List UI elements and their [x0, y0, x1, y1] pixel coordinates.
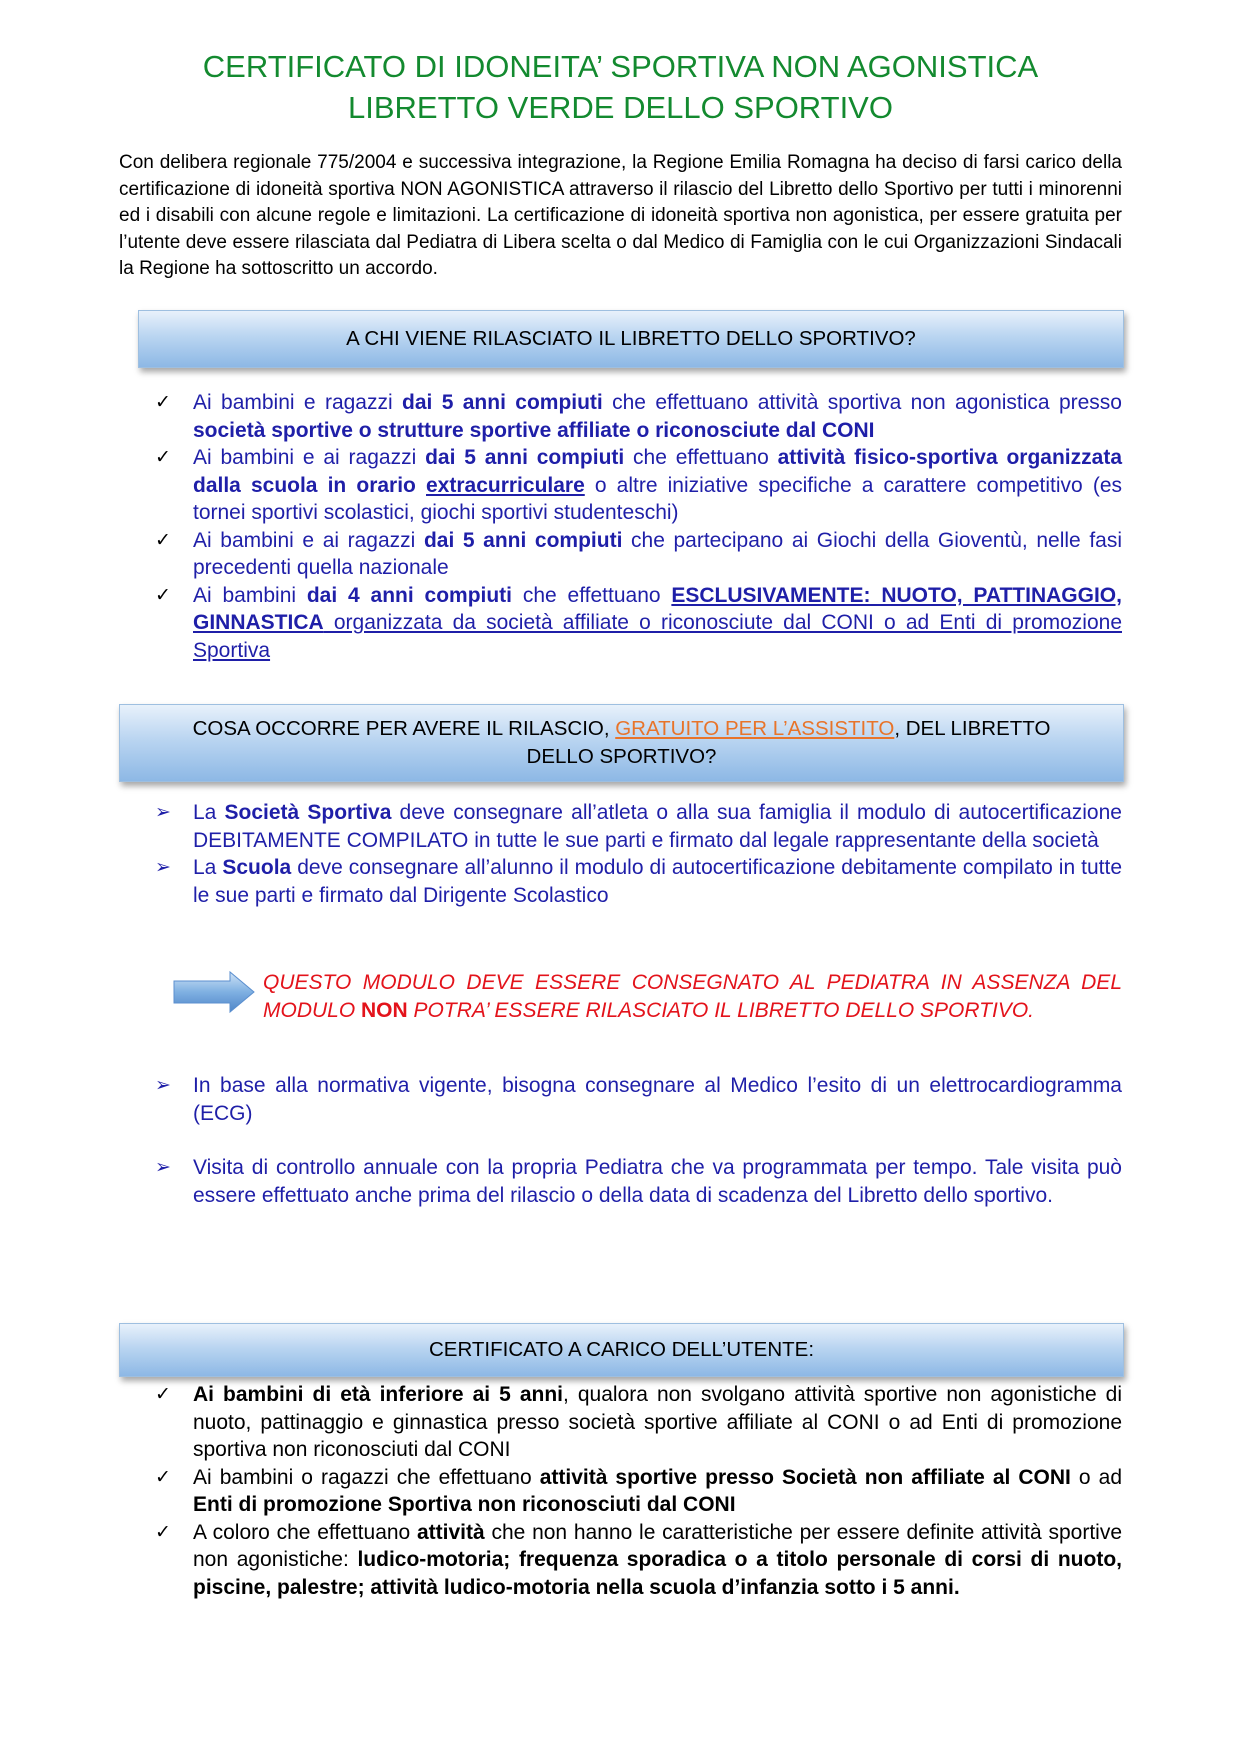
- check-icon: ✓: [155, 392, 171, 413]
- list-item: ➢ La Società Sportiva deve consegnare all’atleta o alla sua famiglia il modulo di autocertificazione DEBITAMENTE COMPILATO in tutte le sue parti e firmato dal legale rappresentante della società: [155, 801, 1122, 852]
- check-icon: ✓: [155, 584, 171, 606]
- warning-note: QUESTO MODULO DEVE ESSERE CONSEGNATO AL PEDIATRA IN ASSENZA DEL MODULO NON POTRA’ ESSERE RILASCIATO IL LIBRETTO DELLO SPORTIVO.: [263, 971, 1122, 1022]
- requirements-list: [155, 799, 1122, 909]
- section-heading-requirements: COSA OCCORRE PER AVERE IL RILASCIO, GRATUITO PER L’ASSISTITO, DEL LIBRETTO DELLO SPORTIVO?: [119, 704, 1124, 782]
- list-item: ✓ Ai bambini e ai ragazzi dai 5 anni compiuti che partecipano ai Giochi della Gioventù, nelle fasi precedenti quella nazionale: [155, 528, 1122, 579]
- user-paid-list: [155, 1381, 1123, 1601]
- arrow-bullet-icon: ➢: [155, 1075, 171, 1096]
- list-item: ✓ Ai bambini o ragazzi che effettuano attività sportive presso Società non affiliate al CONI o ad Enti di promozione Sportiva non riconosciuti dal CONI: [155, 1465, 1122, 1516]
- list-item: ✓ Ai bambini e ai ragazzi dai 5 anni compiuti che effettuano attività fisico-sportiva organizzata dalla scuola in orario extracurriculare o altre iniziative specifiche a carattere competitivo (es tornei sportivi scolastici, giochi sportivi studenteschi): [155, 446, 1122, 524]
- intro-paragraph: Con delibera regionale 775/2004 e successiva integrazione, la Regione Emilia Romagna ha deciso di farsi carico della certificazione di idoneità sportiva NON AGONISTICA attraverso il rilascio del Libretto dello Sportivo per tutti i minorenni ed i disabili con alcune regole e limitazioni. La certificazione di idoneità sportiva non agonistica, per essere gratuita per l’utente deve essere rilasciata dal Pediatra di Libera scelta o dal Medico di Famiglia con le cui Organizzazioni Sindacali la Regione ha sottoscritto un accordo.: [119, 152, 1122, 279]
- list-item: ✓ A coloro che effettuano attività che non hanno le caratteristiche per essere definite attività sportive non agonistiche: ludico-motoria; frequenza sporadica o a titolo personale di corsi di nuoto, piscine, palestre; attività ludico-motoria nella scuola d’infanzia sotto i 5 anni.: [155, 1520, 1122, 1599]
- list-item: ✓ Ai bambini e ragazzi dai 5 anni compiuti che effettuano attività sportiva non agonistica presso società sportive o strutture sportive affiliate o riconosciute dal CONI: [155, 391, 1122, 442]
- title-line-2: LIBRETTO VERDE DELLO SPORTIVO: [348, 90, 893, 125]
- check-icon: ✓: [155, 529, 171, 551]
- list-item: ✓ Ai bambini di età inferiore ai 5 anni, qualora non svolgano attività sportive non agonistiche di nuoto, pattinaggio e ginnastica presso società sportive affiliate al CONI o ad Enti di promozione sportiva non riconosciuti dal CONI: [155, 1383, 1123, 1461]
- check-icon: ✓: [155, 1466, 171, 1488]
- check-icon: ✓: [155, 1521, 171, 1543]
- list-item: ✓ Ai bambini dai 4 anni compiuti che effettuano ESCLUSIVAMENTE: NUOTO, PATTINAGGIO, GINNASTICA organizzata da società affiliate o riconosciute dal CONI o ad Enti di promozione Sportiva: [155, 583, 1122, 662]
- right-arrow-icon: [172, 970, 256, 1014]
- check-icon: ✓: [155, 447, 171, 468]
- arrow-bullet-icon: ➢: [155, 802, 171, 823]
- check-icon: ✓: [155, 1384, 171, 1405]
- arrow-bullet-icon: ➢: [155, 857, 171, 878]
- free-highlight: GRATUITO PER L’ASSISTITO: [615, 717, 895, 740]
- arrow-bullet-icon: ➢: [155, 1157, 171, 1178]
- list-item: ➢ In base alla normativa vigente, bisogna consegnare al Medico l’esito di un elettrocardiogramma (ECG): [155, 1074, 1122, 1125]
- section-heading-who: A CHI VIENE RILASCIATO IL LIBRETTO DELLO SPORTIVO?: [138, 310, 1124, 368]
- who-list: [155, 389, 1122, 664]
- title-line-1: CERTIFICATO DI IDONEITA’ SPORTIVA NON AGONISTICA: [202, 49, 1039, 84]
- section-heading-user-paid: CERTIFICATO A CARICO DELL’UTENTE:: [119, 1323, 1124, 1377]
- list-item: ➢ La Scuola deve consegnare all’alunno il modulo di autocertificazione debitamente compilato in tutte le sue parti e firmato dal Dirigente Scolastico: [155, 856, 1122, 907]
- requirements-list-visit: [155, 1154, 1122, 1209]
- requirements-list-after: [155, 1072, 1122, 1127]
- list-item: ➢ Visita di controllo annuale con la propria Pediatra che va programmata per tempo. Tale visita può essere effettuato anche prima del rilascio o della data di scadenza del Libretto dello sportivo.: [155, 1156, 1122, 1207]
